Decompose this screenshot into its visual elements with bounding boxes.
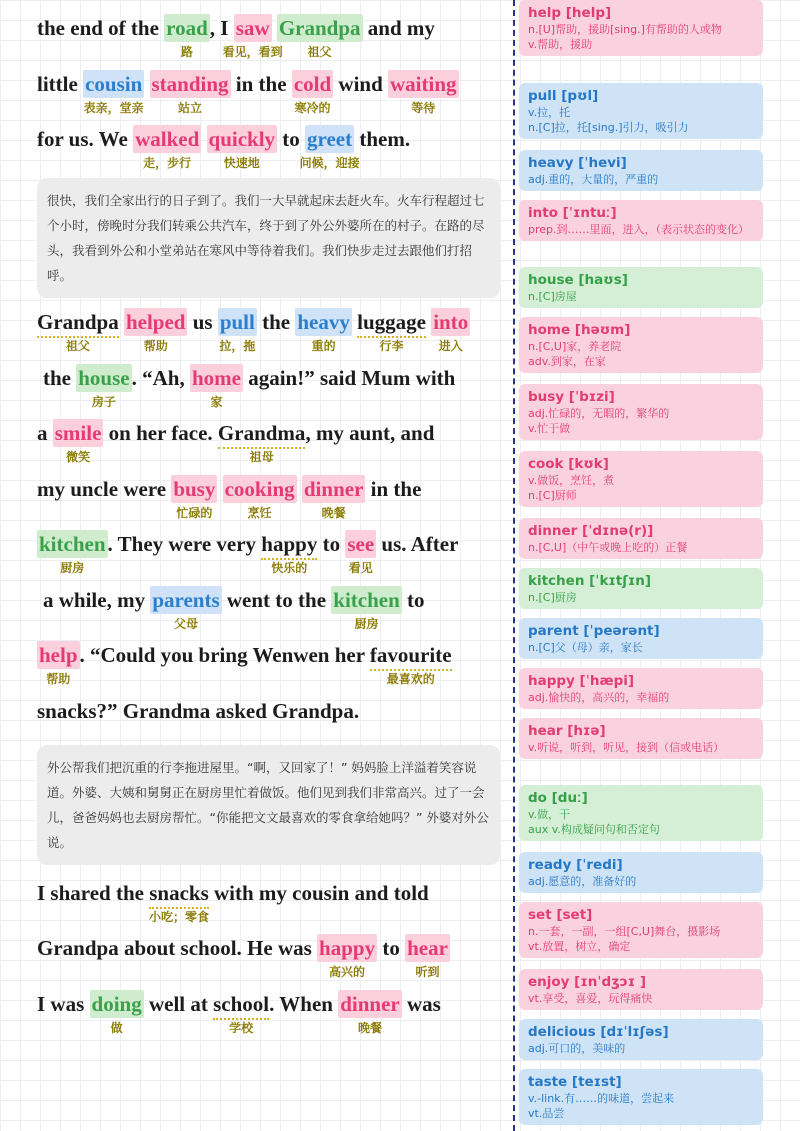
passage-text: went to the	[221, 588, 332, 612]
passage-line	[37, 125, 411, 170]
vocab-word-text: greet	[307, 127, 353, 151]
vocab-definition: v.做，干	[528, 808, 571, 821]
passage-text: . “Could you bring Wenwen her	[79, 643, 370, 667]
word-gloss: 晚餐	[357, 1021, 382, 1035]
passage-text: my uncle were	[37, 477, 172, 501]
vocab-headword: cook [kʊk]	[528, 456, 609, 472]
vocab-card	[519, 200, 763, 241]
vocab-card	[519, 1069, 763, 1125]
vocab-word	[292, 70, 333, 115]
passage-text: was	[401, 992, 441, 1016]
word-gloss: 重的	[311, 339, 336, 353]
vocab-word-text: doing	[91, 992, 142, 1016]
vocab-definition: n.[U]帮助，援助[sing.]有帮助的人或物	[528, 23, 722, 36]
vocab-word-text: cooking	[224, 477, 295, 501]
vocab-card	[519, 518, 763, 559]
vocab-word-text: cold	[293, 72, 332, 96]
word-gloss: 进入	[438, 339, 463, 353]
passage-line	[37, 990, 441, 1035]
passage-text: . “Ah,	[131, 366, 190, 390]
vocab-word-text: favourite	[369, 643, 452, 667]
word-gloss: 厨房	[354, 617, 379, 631]
word-gloss: 看见，看到	[222, 45, 283, 59]
vocab-headword: house [haʊs]	[528, 272, 628, 288]
vocab-word	[76, 364, 131, 409]
vocab-card	[519, 317, 763, 373]
vocab-headword: ready [ˈredi]	[528, 857, 623, 873]
vocab-word	[37, 641, 80, 686]
vocab-word-text: help	[39, 643, 78, 667]
vocab-headword: home [həʊm]	[528, 322, 631, 338]
passage-text: to	[317, 532, 346, 556]
word-gloss: 祖父	[307, 45, 332, 59]
vocab-card	[519, 618, 763, 659]
word-gloss: 站立	[178, 101, 203, 115]
passage-text: the	[256, 310, 296, 334]
vocab-word	[331, 586, 402, 631]
vocab-word-text: dinner	[340, 992, 400, 1016]
vocab-card	[519, 451, 763, 507]
vocab-headword: into [ˈɪntuː]	[528, 205, 617, 221]
vocab-word	[171, 475, 217, 520]
vocab-headword: enjoy [ɪnˈdʒɔɪ ]	[528, 974, 646, 990]
passage-text: the	[43, 366, 77, 390]
vocab-word-text: heavy	[297, 310, 350, 334]
vocab-word-text: saw	[235, 16, 270, 40]
vocabulary-list	[519, 0, 800, 1131]
passage-line	[37, 419, 435, 464]
vocab-card	[519, 568, 763, 609]
passage-text	[201, 127, 206, 151]
vocab-card	[519, 718, 763, 759]
word-gloss: 最喜欢的	[386, 672, 435, 686]
vocab-definition: n.[C]房屋	[528, 290, 577, 303]
vocab-word-text: pull	[219, 310, 255, 334]
vocab-word-text: house	[78, 366, 130, 390]
passage-text: , my aunt, and	[305, 421, 435, 445]
vocab-word	[277, 14, 363, 59]
vocab-word	[299, 125, 360, 170]
vocab-headword: set [set]	[528, 907, 593, 923]
vocab-definition: adj.忙碌的，无暇的，繁华的	[528, 407, 670, 420]
vocab-word	[338, 990, 402, 1035]
word-gloss: 晚餐	[321, 506, 346, 520]
vocab-word	[37, 308, 119, 353]
vocab-definition: prep.到……里面，进入，（表示状态的变化）	[528, 223, 750, 236]
word-gloss: 祖母	[249, 450, 274, 464]
word-gloss: 房子	[91, 395, 116, 409]
vocab-word	[148, 879, 209, 924]
vocab-word-text: waiting	[390, 72, 457, 96]
vocab-definition: vt.品尝	[528, 1107, 565, 1120]
vocab-card	[519, 969, 763, 1010]
passage-text: well at	[143, 992, 214, 1016]
passage-text: to	[401, 588, 425, 612]
vocab-definition: n.[C]厨师	[528, 489, 577, 502]
word-gloss: 等待	[411, 101, 436, 115]
word-gloss: 快乐的	[271, 561, 308, 575]
vocab-word	[164, 14, 210, 59]
passage-text: little	[37, 72, 84, 96]
passage-line	[37, 308, 470, 353]
vocab-word-text: happy	[319, 936, 376, 960]
vocab-word-text: kitchen	[39, 532, 106, 556]
vocab-definition: n.[C]厨房	[528, 591, 577, 604]
word-gloss: 做	[110, 1021, 123, 1035]
passage-line	[37, 475, 422, 520]
passage-text: Grandpa about school. He was	[37, 936, 318, 960]
word-gloss: 忙碌的	[176, 506, 213, 520]
vocab-word-text: walked	[135, 127, 200, 151]
word-gloss: 快速地	[223, 156, 260, 170]
passage-text: I shared the	[37, 881, 150, 905]
chinese-translation-1: 很快，我们全家出行的日子到了。我们一大早就起床去赶火车。火车行程超过七个小时，傍晚时分我们转乘公共汽车，终于到了外公外婆所在的村子。在路的尽头，我看到外公和小堂弟站在寒风中等待着我们。我们快步走过去跟他们打招呼。	[37, 178, 500, 298]
passage-line	[37, 879, 429, 924]
passage-line	[37, 14, 435, 59]
passage-text: . When	[269, 992, 339, 1016]
vocab-word	[217, 419, 306, 464]
passage-text: for us. We	[37, 127, 134, 151]
passage-text: the end of the	[37, 16, 165, 40]
vocab-headword: taste [teɪst]	[528, 1074, 622, 1090]
vocab-definition: adj.可口的，美味的	[528, 1042, 626, 1055]
vocab-word-text: hear	[407, 936, 448, 960]
vocab-card	[519, 785, 763, 841]
vocab-word-text: road	[166, 16, 208, 40]
vocab-word-text: snacks	[149, 881, 209, 905]
vocab-word	[345, 530, 376, 575]
vocab-definition: adj.愉快的，高兴的，幸福的	[528, 691, 670, 704]
vocab-definition: v.-link.有……的味道，尝起来	[528, 1092, 675, 1105]
vocab-word	[133, 125, 201, 170]
passage-text: again!” said Mum with	[242, 366, 456, 390]
passage-text: snacks?” Grandma asked Grandpa.	[37, 699, 360, 723]
passage-line	[43, 364, 456, 409]
vocab-headword: busy [ˈbɪzi]	[528, 389, 615, 405]
vocab-word	[90, 990, 144, 1035]
vocab-definition: n.[C]拉，托[sing.]引力，吸引力	[528, 121, 689, 134]
vocab-definition: v.帮助，援助	[528, 38, 593, 51]
word-gloss: 听到	[415, 965, 440, 979]
word-gloss: 表亲，堂亲	[83, 101, 144, 115]
vocab-headword: happy [ˈhæpi]	[528, 673, 635, 689]
vocab-word	[190, 364, 243, 409]
vocab-definition: adv.到家，在家	[528, 355, 606, 368]
vocab-word	[302, 475, 366, 520]
passage-text: to	[377, 936, 406, 960]
passage-text: , I	[209, 16, 234, 40]
word-gloss: 问候，迎接	[299, 156, 360, 170]
word-gloss: 帮助	[143, 339, 168, 353]
vocab-headword: kitchen [ˈkɪtʃɪn]	[528, 573, 651, 589]
word-gloss: 走，步行	[143, 156, 192, 170]
vocab-word	[295, 308, 352, 353]
passage-text: with my cousin and told	[208, 881, 429, 905]
vocab-word-text: Grandpa	[278, 16, 361, 40]
vocab-word-text: into	[433, 310, 469, 334]
vocab-definition: n.[C,U]（中午或晚上吃的）正餐	[528, 541, 688, 554]
vocab-card	[519, 267, 763, 308]
vocab-definition: n.一套，一副，一组[C,U]舞台，摄影场	[528, 925, 721, 938]
vocab-word	[124, 308, 188, 353]
vocab-word-text: dinner	[303, 477, 364, 501]
vocab-word	[222, 14, 283, 59]
vocab-word-text: home	[191, 366, 241, 390]
vocab-word-text: busy	[173, 477, 216, 501]
vocab-word-text: see	[347, 532, 375, 556]
vocab-definition: vt.放置，树立，确定	[528, 940, 631, 953]
word-gloss: 帮助	[46, 672, 71, 686]
vocab-definition: vt.享受，喜爱，玩得痛快	[528, 992, 653, 1005]
word-gloss: 家	[210, 395, 223, 409]
word-gloss: 行李	[379, 339, 404, 353]
passage-line	[37, 641, 452, 686]
vocab-headword: help [help]	[528, 5, 612, 21]
vocab-word-text: cousin	[85, 72, 143, 96]
word-gloss: 路	[180, 45, 193, 59]
vocab-definition: aux v.构成疑问句和否定句	[528, 823, 660, 836]
passage-text: in the	[230, 72, 292, 96]
word-gloss: 微笑	[66, 450, 91, 464]
passage-line	[37, 530, 459, 575]
vocab-card	[519, 150, 763, 191]
vocab-definition: n.[C,U]家，养老院	[528, 340, 622, 353]
word-gloss: 父母	[173, 617, 198, 631]
word-gloss: 祖父	[65, 339, 90, 353]
vocab-word-text: parents	[152, 588, 220, 612]
vocab-word	[150, 70, 231, 115]
vocab-word	[405, 934, 450, 979]
vocab-word-text: helped	[125, 310, 186, 334]
vocab-card	[519, 1019, 763, 1060]
passage-text	[217, 477, 222, 501]
vocab-word	[218, 308, 257, 353]
vocab-word-text: school	[213, 992, 270, 1016]
vocab-word-text: Grandpa	[37, 310, 119, 334]
vocab-headword: pull [pʊl]	[528, 88, 599, 104]
passage-text: us	[187, 310, 218, 334]
passage-text: us. After	[376, 532, 459, 556]
vocab-word-text: Grandma	[217, 421, 306, 445]
chinese-translation-2: 外公帮我们把沉重的行李拖进屋里。“啊，又回家了！” 妈妈脸上洋溢着笑容说道。外婆、大姨和舅舅正在厨房里忙着做饭。他们见到我们非常高兴。过了一会儿，爸爸妈妈也去厨房帮忙。“你能把文文最喜欢的零食拿给她吗？” 外婆对外公说。	[37, 745, 500, 865]
passage-text: I was	[37, 992, 90, 1016]
word-gloss: 小吃；零食	[148, 910, 209, 924]
passage-text: and my	[362, 16, 435, 40]
vocab-word	[317, 934, 377, 979]
word-gloss: 学校	[229, 1021, 254, 1035]
vocab-word	[150, 586, 221, 631]
vocab-headword: dinner [ˈdɪnə(r)]	[528, 523, 654, 539]
word-gloss: 看见	[348, 561, 373, 575]
passage-text: wind	[333, 72, 389, 96]
vocab-word	[53, 419, 104, 464]
vocab-word	[213, 990, 270, 1035]
passage-text	[144, 72, 149, 96]
vocab-card	[519, 384, 763, 440]
vocab-card	[519, 668, 763, 709]
vocab-card	[519, 0, 763, 56]
vocab-word	[431, 308, 470, 353]
passage-text: a	[37, 421, 53, 445]
passage-text: . They were very	[107, 532, 262, 556]
column-divider	[513, 0, 515, 1131]
word-gloss: 高兴的	[329, 965, 366, 979]
vocab-headword: hear [hɪə]	[528, 723, 606, 739]
vocab-card	[519, 902, 763, 958]
vocab-word-text: smile	[54, 421, 102, 445]
vocab-word-text: luggage	[357, 310, 426, 334]
passage-line	[37, 934, 450, 979]
passage-text: them.	[354, 127, 411, 151]
passage-line	[37, 697, 359, 725]
vocab-definition: v.忙于做	[528, 422, 571, 435]
vocab-word-text: kitchen	[333, 588, 400, 612]
vocab-definition: adj.愿意的，准备好的	[528, 875, 637, 888]
passage-text: on her face.	[103, 421, 218, 445]
vocab-headword: do [duː]	[528, 790, 588, 806]
vocab-card	[519, 852, 763, 893]
passage-text: a while, my	[43, 588, 151, 612]
word-gloss: 厨房	[60, 561, 85, 575]
vocab-word-text: quickly	[208, 127, 276, 151]
vocab-word	[37, 530, 108, 575]
word-gloss: 烹饪	[247, 506, 272, 520]
vocab-word-text: happy	[261, 532, 318, 556]
vocab-definition: adj.重的，大量的，严重的	[528, 173, 659, 186]
word-gloss: 拉，拖	[219, 339, 256, 353]
vocab-word-text: standing	[151, 72, 229, 96]
passage-line	[37, 70, 459, 115]
vocab-definition: v.做饭，烹饪，煮	[528, 474, 615, 487]
vocab-word	[83, 70, 144, 115]
vocab-headword: parent [ˈpeərənt]	[528, 623, 660, 639]
vocab-headword: delicious [dɪˈlɪʃəs]	[528, 1024, 669, 1040]
passage-text: in the	[365, 477, 422, 501]
vocab-word	[207, 125, 278, 170]
vocab-word	[388, 70, 459, 115]
vocab-headword: heavy [ˈhevi]	[528, 155, 627, 171]
passage-line	[43, 586, 425, 631]
vocab-word	[261, 530, 318, 575]
vocab-definition: v.听说，听到，听见，接到（信或电话）	[528, 741, 725, 754]
vocab-word	[357, 308, 426, 353]
word-gloss: 寒冷的	[294, 101, 331, 115]
vocab-definition: n.[C]父（母）亲，家长	[528, 641, 643, 654]
passage-text: to	[277, 127, 306, 151]
vocab-definition: v.拉，托	[528, 106, 571, 119]
vocab-word	[369, 641, 452, 686]
vocab-word	[223, 475, 297, 520]
vocab-card	[519, 83, 763, 139]
